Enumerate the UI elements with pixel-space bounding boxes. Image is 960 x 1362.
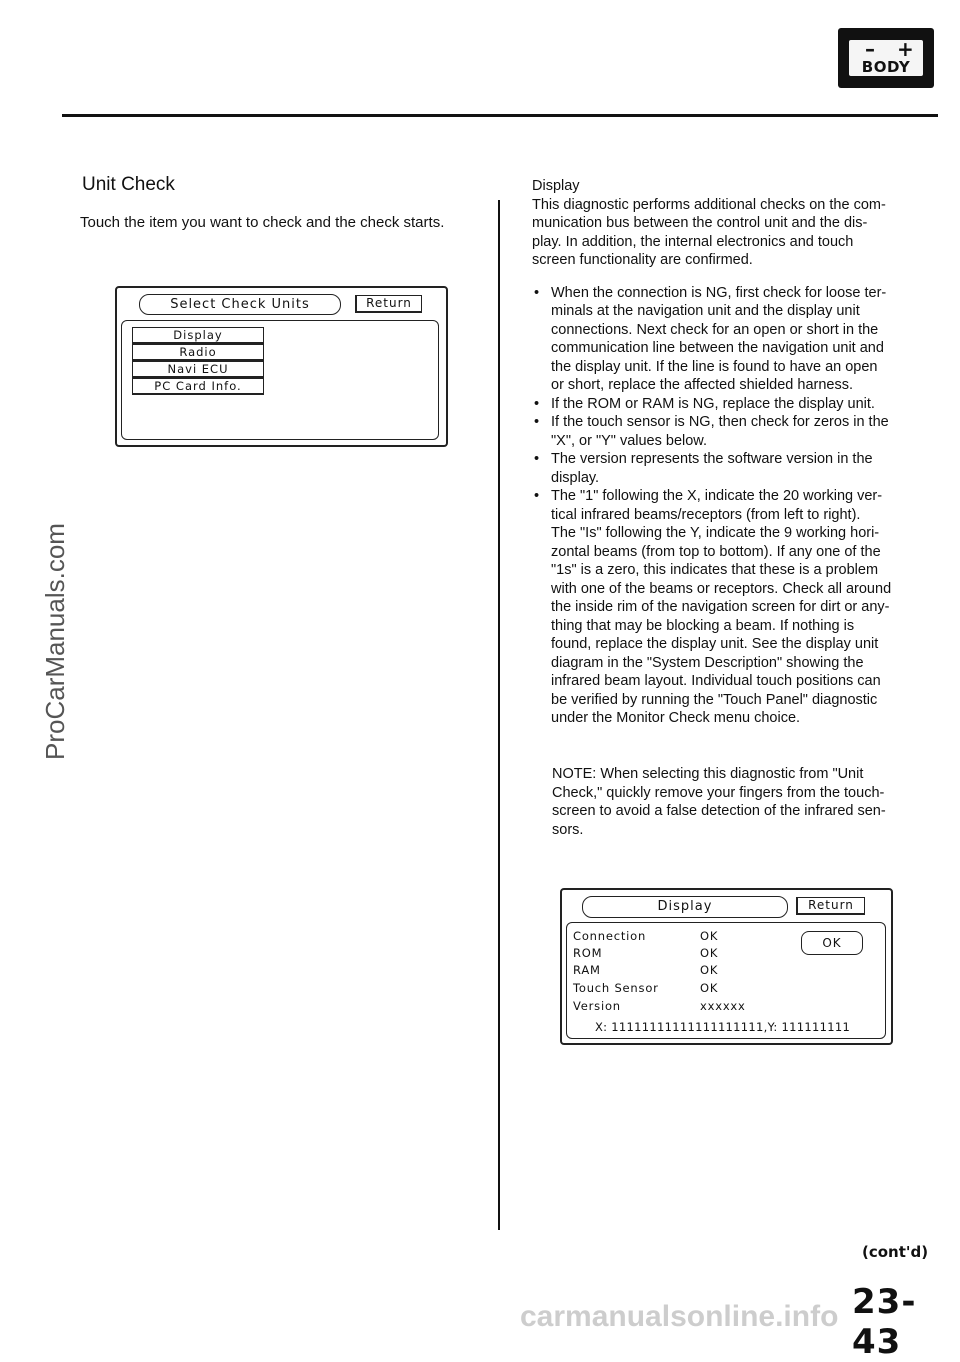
continued-label: (cont'd)	[862, 1243, 929, 1261]
bullet-line: • If the touch sensor is NG, then check for zeros in the	[551, 414, 889, 430]
display-bullets	[532, 284, 924, 728]
return-button[interactable]: Return	[355, 295, 422, 313]
result-value: OK	[700, 929, 719, 943]
bullet-line: the display unit. If the line is found to have an open	[551, 358, 878, 375]
display-intro	[532, 196, 924, 270]
battery-icon	[849, 37, 923, 76]
bullet-line: infrared beam layout. Individual touch positions can	[551, 673, 881, 689]
result-label: Touch Sensor	[573, 981, 659, 995]
bullet-line: "X", or "Y" values below.	[551, 432, 707, 449]
footer-watermark: carmanualsonline.info	[520, 1300, 839, 1333]
result-row-connection	[573, 929, 718, 943]
result-row-touch-sensor	[573, 981, 718, 995]
screen-title: Select Check Units	[139, 294, 341, 315]
bullet-line: "1s" is a zero, this indicates that these is a problem	[551, 562, 879, 578]
select-check-units-screen	[115, 286, 448, 447]
result-row-ram	[573, 963, 718, 977]
bullet-item	[532, 284, 924, 395]
bullet-line: The "Is" following the Y, indicate the 9 working hori-	[551, 525, 880, 541]
bullet-line: • If the ROM or RAM is NG, replace the display unit.	[551, 395, 875, 412]
page-number: 23-43	[852, 1282, 917, 1362]
bullet-line: zontal beams (from top to bottom). If any one of the	[551, 543, 881, 560]
units-panel	[121, 320, 439, 440]
plus-symbol: +	[897, 37, 914, 61]
bullet-item	[532, 413, 924, 450]
ok-button[interactable]: OK	[801, 931, 863, 955]
bullet-line: found, replace the display unit. See the display unit	[551, 636, 879, 652]
unit-item-navi-ecu[interactable]: Navi ECU	[132, 361, 264, 378]
bullet-line: diagram in the "System Description" showing the	[551, 654, 864, 671]
xy-beam-values: X: 11111111111111111111,Y: 111111111	[595, 1020, 851, 1034]
intro-line: This diagnostic performs additional checks on the com-	[532, 196, 886, 213]
bullet-line: with one of the beams or receptors. Check all around	[551, 580, 892, 597]
result-row-rom	[573, 946, 718, 960]
intro-line: screen functionality are confirmed.	[532, 252, 753, 268]
bullet-line: communication line between the navigation unit and	[551, 340, 884, 356]
unit-item-display[interactable]: Display	[132, 327, 264, 344]
minus-symbol: –	[865, 37, 875, 61]
bullet-line: or short, replace the affected shielded harness.	[551, 377, 854, 393]
bullet-item	[532, 450, 924, 487]
note-text	[552, 765, 922, 839]
intro-line: munication bus between the control unit and the dis-	[532, 215, 868, 231]
badge-label: BODY	[861, 58, 911, 76]
bullet-line: be verified by running the "Touch Panel" diagnostic	[551, 691, 878, 708]
side-watermark: ProCarManuals.com	[40, 523, 70, 760]
bullet-line: thing that may be blocking a beam. If nothing is	[551, 617, 855, 634]
bullet-line: connections. Next check for an open or short in the	[551, 321, 879, 338]
bullet-item	[532, 395, 924, 414]
note-line: Check," quickly remove your fingers from the touch-	[552, 784, 885, 801]
bullet-line: • The version represents the software version in the	[551, 451, 873, 467]
result-value: xxxxxx	[700, 999, 746, 1013]
header-divider	[62, 114, 938, 117]
intro-line: play. In addition, the internal electronics and touch	[532, 233, 854, 250]
note-line: sors.	[552, 821, 584, 838]
bullet-line: the inside rim of the navigation screen for dirt or any-	[551, 599, 890, 615]
result-label: Version	[573, 999, 621, 1013]
bullet-item	[532, 487, 924, 728]
bullet-line: tical infrared beams/receptors (from left to right).	[551, 506, 861, 523]
results-panel	[566, 922, 886, 1039]
result-label: ROM	[573, 946, 603, 960]
result-row-version	[573, 999, 746, 1013]
result-value: OK	[700, 946, 719, 960]
display-diagnostic-screen	[560, 888, 893, 1045]
bullet-line: minals at the navigation unit and the display unit	[551, 303, 860, 319]
section-title: Unit Check	[82, 174, 175, 195]
note-line: NOTE: When selecting this diagnostic from "Unit	[552, 766, 864, 782]
result-value: OK	[700, 963, 719, 977]
return-button[interactable]: Return	[796, 897, 865, 915]
result-label: Connection	[573, 929, 647, 943]
bullet-line: • When the connection is NG, first check for loose ter-	[551, 284, 887, 301]
bullet-line: under the Monitor Check menu choice.	[551, 710, 801, 726]
result-value: OK	[700, 981, 719, 995]
unit-item-pc-card-info[interactable]: PC Card Info.	[132, 378, 264, 395]
screen-title: Display	[582, 896, 788, 918]
display-heading: Display	[532, 178, 580, 194]
bullet-line: display.	[551, 469, 600, 486]
unit-item-radio[interactable]: Radio	[132, 344, 264, 361]
bullet-line: • The "1" following the X, indicate the 20 working ver-	[551, 488, 883, 504]
note-line: screen to avoid a false detection of the infrared sen-	[552, 803, 886, 819]
intro-text: Touch the item you want to check and the check starts.	[80, 214, 445, 231]
column-divider	[498, 200, 500, 1230]
body-section-badge	[838, 28, 934, 88]
display-section	[532, 177, 924, 728]
result-label: RAM	[573, 963, 601, 977]
